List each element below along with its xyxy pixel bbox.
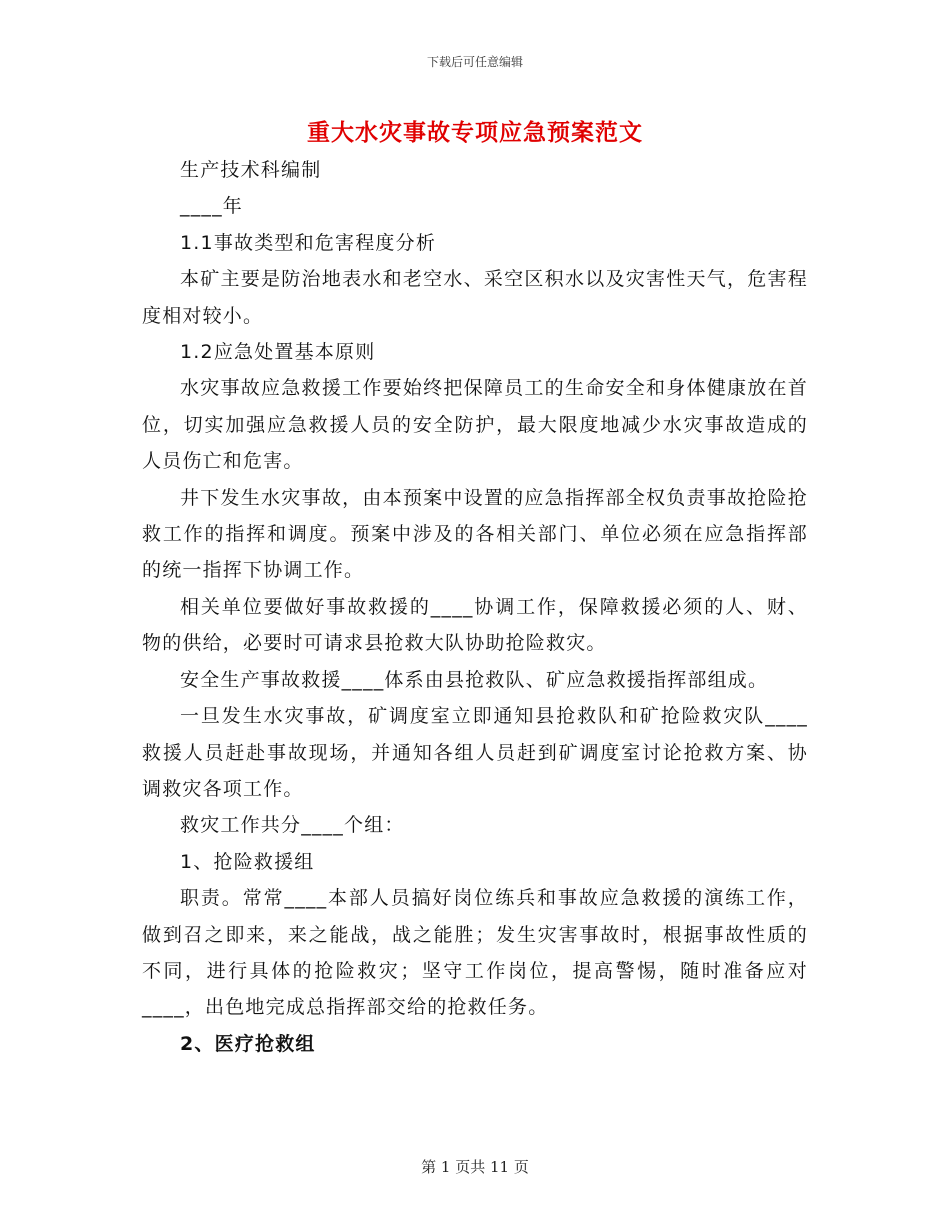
document-title: 重大水灾事故专项应急预案范文	[307, 120, 643, 146]
page-header: 下载后可任意编辑	[426, 55, 523, 69]
section-heading-1-2: 1.2应急处置基本原则	[180, 341, 376, 364]
paragraph: 一旦发生水灾事故，矿调度室立即通知县抢救队和矿抢险救灾队____救援人员赶赴事故现场，并通知各组人员赶到矿调度室讨论抢救方案、协调救灾各项工作。	[142, 705, 808, 800]
paragraph: 安全生产事故救援____体系由县抢救队、矿应急救援指挥部组成。	[180, 668, 769, 691]
paragraph: 职责。常常____本部人员搞好岗位练兵和事故应急救援的演练工作，做到召之即来，来之能战，战之能胜；发生灾害事故时，根据事故性质的不同，进行具体的抢险救灾；坚守工作岗位，提高警惕，随时准备应对____，出色地完成总指挥部交给的抢救任务。	[142, 887, 808, 1019]
paragraph: 相关单位要做好事故救援的____协调工作，保障救援必须的人、财、物的供给，必要时可请求县抢救大队协助抢险救灾。	[142, 595, 808, 655]
paragraph: 井下发生水灾事故，由本预案中设置的应急指挥部全权负责事故抢险抢救工作的指挥和调度。预案中涉及的各相关部门、单位必须在应急指挥部的统一指挥下协调工作。	[142, 486, 808, 582]
paragraph: 水灾事故应急救援工作要始终把保障员工的生命安全和身体健康放在首位，切实加强应急救援人员的安全防护，最大限度地减少水灾事故造成的人员伤亡和危害。	[142, 377, 808, 473]
paragraph-author: 生产技术科编制	[180, 159, 322, 181]
page-footer: 第 1 页共 11 页	[421, 1158, 529, 1176]
section-heading-1-1: 1.1事故类型和危害程度分析	[180, 231, 437, 254]
paragraph: 救灾工作共分____个组：	[180, 814, 405, 837]
paragraph-year: ____年	[180, 195, 244, 218]
group-heading-rescue: 1、抢险救援组	[180, 850, 315, 873]
document-body	[142, 152, 808, 1062]
group-heading-medical: 2、医疗抢救组	[180, 1032, 316, 1055]
paragraph: 本矿主要是防治地表水和老空水、采空区积水以及灾害性天气，危害程度相对较小。	[142, 268, 808, 327]
